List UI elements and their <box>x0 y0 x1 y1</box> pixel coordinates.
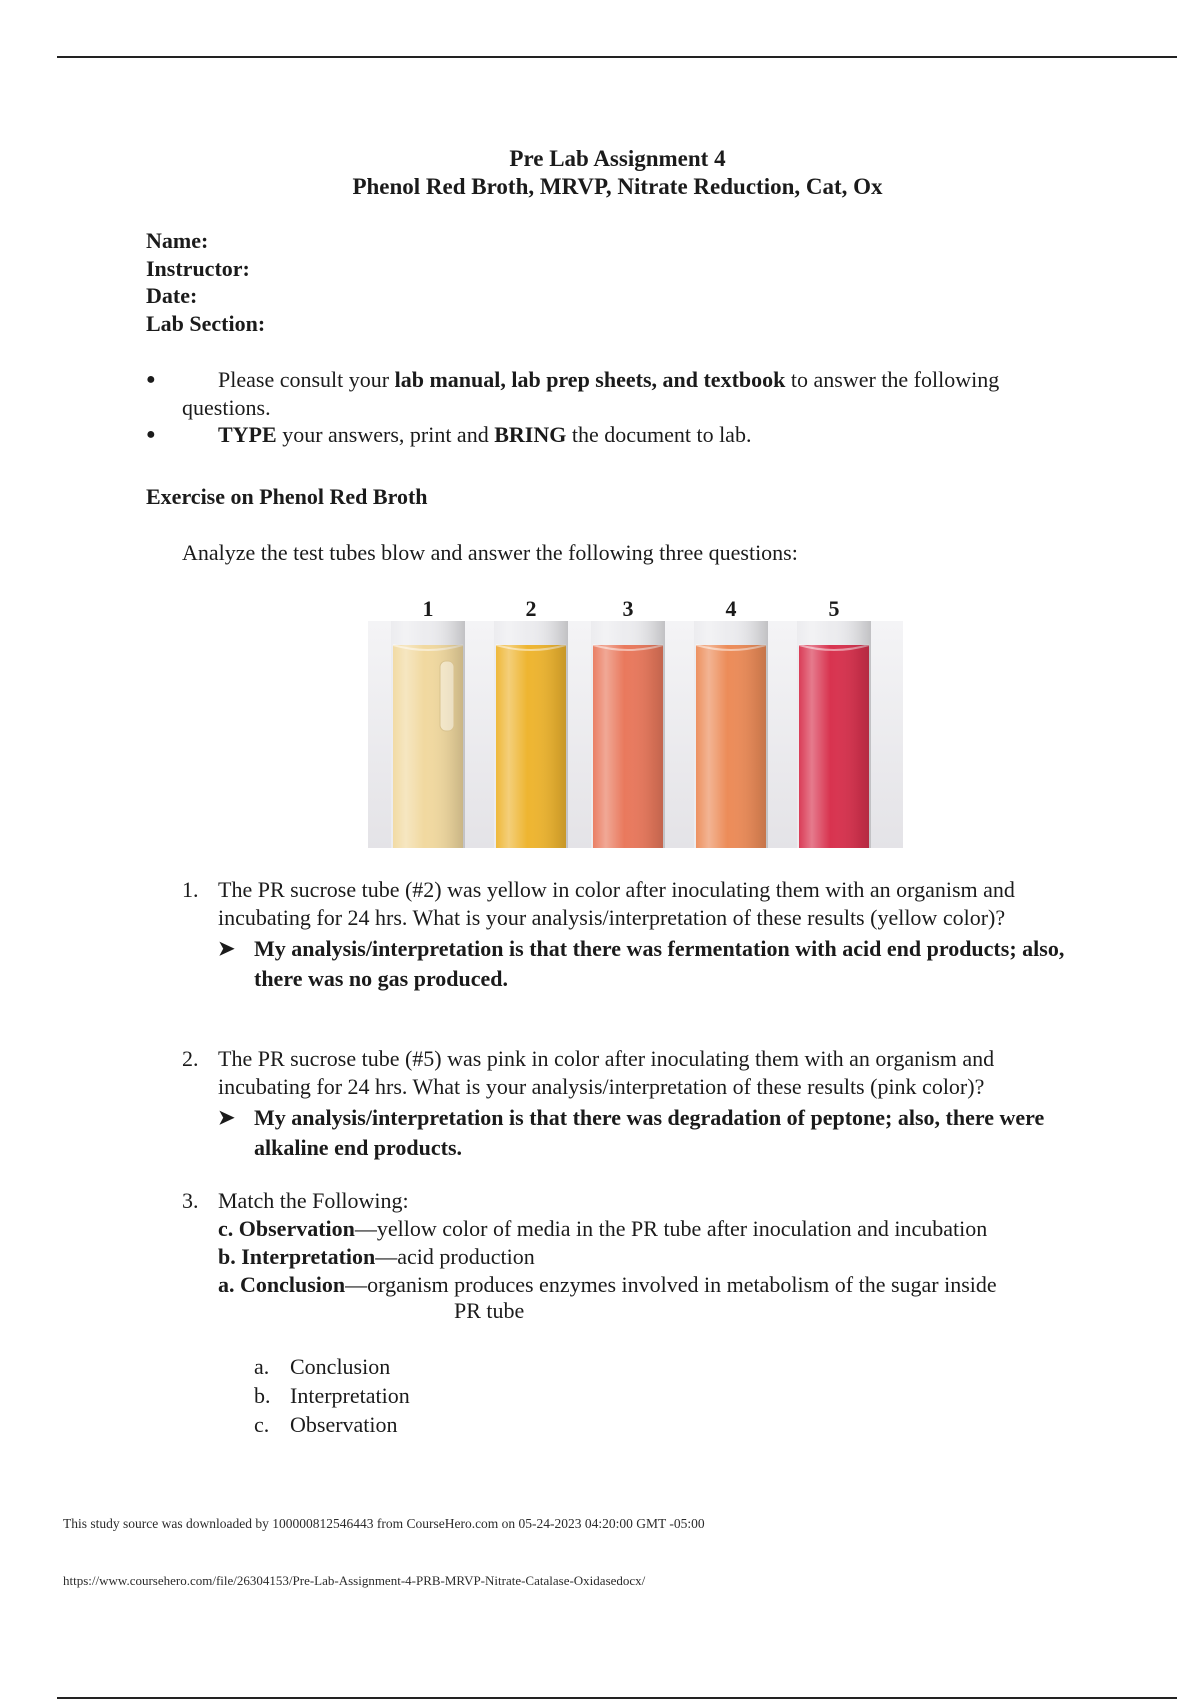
option-text: Conclusion <box>290 1354 391 1379</box>
arrow-bullet-icon: ➤ <box>218 1107 235 1129</box>
option-letter: a. <box>254 1354 270 1379</box>
download-source-note: This study source was downloaded by 100000812546443 from CourseHero.com on 05-24-2023 04:20:00 GMT -05:00 <box>63 1516 705 1531</box>
match-list <box>218 1215 1082 1323</box>
exercise-heading: Exercise on Phenol Red Broth <box>146 484 428 509</box>
question-1-text: The PR sucrose tube (#2) was yellow in color after inoculating them with an organism and incubating for 24 hrs. What is your analysis/interpretation of these results (yellow color)? <box>218 877 1015 930</box>
question-2-answer-text: My analysis/interpretation is that there was degradation of peptone; also, there were alkaline end products. <box>254 1105 1045 1160</box>
bullet-icon: ● <box>146 371 156 388</box>
tube-label-3: 3 <box>622 596 634 621</box>
instruction-text-1a: Please consult your <box>218 367 395 392</box>
date-field-label: Date: <box>146 283 198 308</box>
match-item-text: —yellow color of media in the PR tube after inoculation and incubation <box>354 1216 988 1241</box>
question-1-number: 1. <box>182 877 199 902</box>
name-field-label: Name: <box>146 228 209 253</box>
student-info-fields <box>146 227 265 337</box>
instruction-list <box>146 366 1086 449</box>
bullet-icon: ● <box>146 426 156 443</box>
option-letter: b. <box>254 1383 271 1408</box>
bottom-rule <box>57 1697 1177 1699</box>
question-2 <box>182 1045 1082 1163</box>
match-item-text: —acid production <box>375 1244 535 1269</box>
question-2-number: 2. <box>182 1046 199 1071</box>
match-item <box>218 1243 1082 1271</box>
match-item-label: c. Observation <box>218 1216 355 1241</box>
test-tube-2 <box>494 621 568 848</box>
match-item-text: —organism produces enzymes involved in metabolism of the sugar inside <box>345 1272 997 1297</box>
question-1-answer-text: My analysis/interpretation is that there was fermentation with acid end products; also, there was no gas produced. <box>254 936 1065 991</box>
match-item-continuation: PR tube <box>454 1298 525 1323</box>
option-item <box>254 1381 410 1410</box>
source-url[interactable]: https://www.coursehero.com/file/26304153/Pre-Lab-Assignment-4-PRB-MRVP-Nitrate-Catalase-Oxidasedocx/ <box>63 1573 646 1588</box>
instruction-text-2c: BRING <box>494 422 567 447</box>
test-tube-5 <box>797 621 871 848</box>
question-2-answer <box>218 1103 1082 1163</box>
question-3-number: 3. <box>182 1188 199 1213</box>
question-1 <box>182 876 1082 994</box>
match-item <box>218 1215 1082 1243</box>
question-1-answer <box>218 934 1082 994</box>
option-text: Observation <box>290 1412 398 1437</box>
exercise-intro: Analyze the test tubes blow and answer the following three questions: <box>182 540 798 565</box>
instruction-item <box>146 366 1086 421</box>
question-3 <box>182 1187 1082 1323</box>
answer-options <box>254 1352 410 1439</box>
instruction-text-1c: to answer the following questions. <box>182 367 1000 420</box>
instruction-text-2a: TYPE <box>218 422 277 447</box>
page-subtitle: Phenol Red Broth, MRVP, Nitrate Reduction, Cat, Ox <box>352 174 883 199</box>
tube-label-2: 2 <box>525 596 537 621</box>
question-2-text: The PR sucrose tube (#5) was pink in color after inoculating them with an organism and incubating for 24 hrs. What is your analysis/interpretation of these results (pink color)? <box>218 1046 995 1099</box>
tube-label-1: 1 <box>422 596 434 621</box>
question-3-text: Match the Following: <box>218 1188 409 1213</box>
instruction-text-2d: the document to lab. <box>566 422 752 447</box>
option-text: Interpretation <box>290 1383 410 1408</box>
option-letter: c. <box>254 1412 270 1437</box>
arrow-bullet-icon: ➤ <box>218 938 235 960</box>
durham-tube <box>440 661 454 731</box>
test-tube-4 <box>694 621 768 848</box>
option-item <box>254 1410 410 1439</box>
top-rule <box>57 56 1177 58</box>
instructor-field-label: Instructor: <box>146 255 250 281</box>
tube-label-4: 4 <box>725 596 737 621</box>
test-tubes-photo <box>368 621 903 848</box>
option-item <box>254 1352 410 1381</box>
match-item-label: b. Interpretation <box>218 1244 376 1269</box>
match-item-label: a. Conclusion <box>218 1272 346 1297</box>
tube-label-5: 5 <box>828 596 840 621</box>
page-title: Pre Lab Assignment 4 <box>509 146 726 171</box>
match-item <box>218 1271 1082 1299</box>
instruction-text-2b: your answers, print and <box>276 422 495 447</box>
test-tube-1 <box>391 621 465 848</box>
instruction-item <box>146 421 1086 449</box>
lab-section-field-label: Lab Section: <box>146 310 266 336</box>
test-tube-3 <box>591 621 665 848</box>
instruction-text-1b: lab manual, lab prep sheets, and textbook <box>394 367 786 392</box>
